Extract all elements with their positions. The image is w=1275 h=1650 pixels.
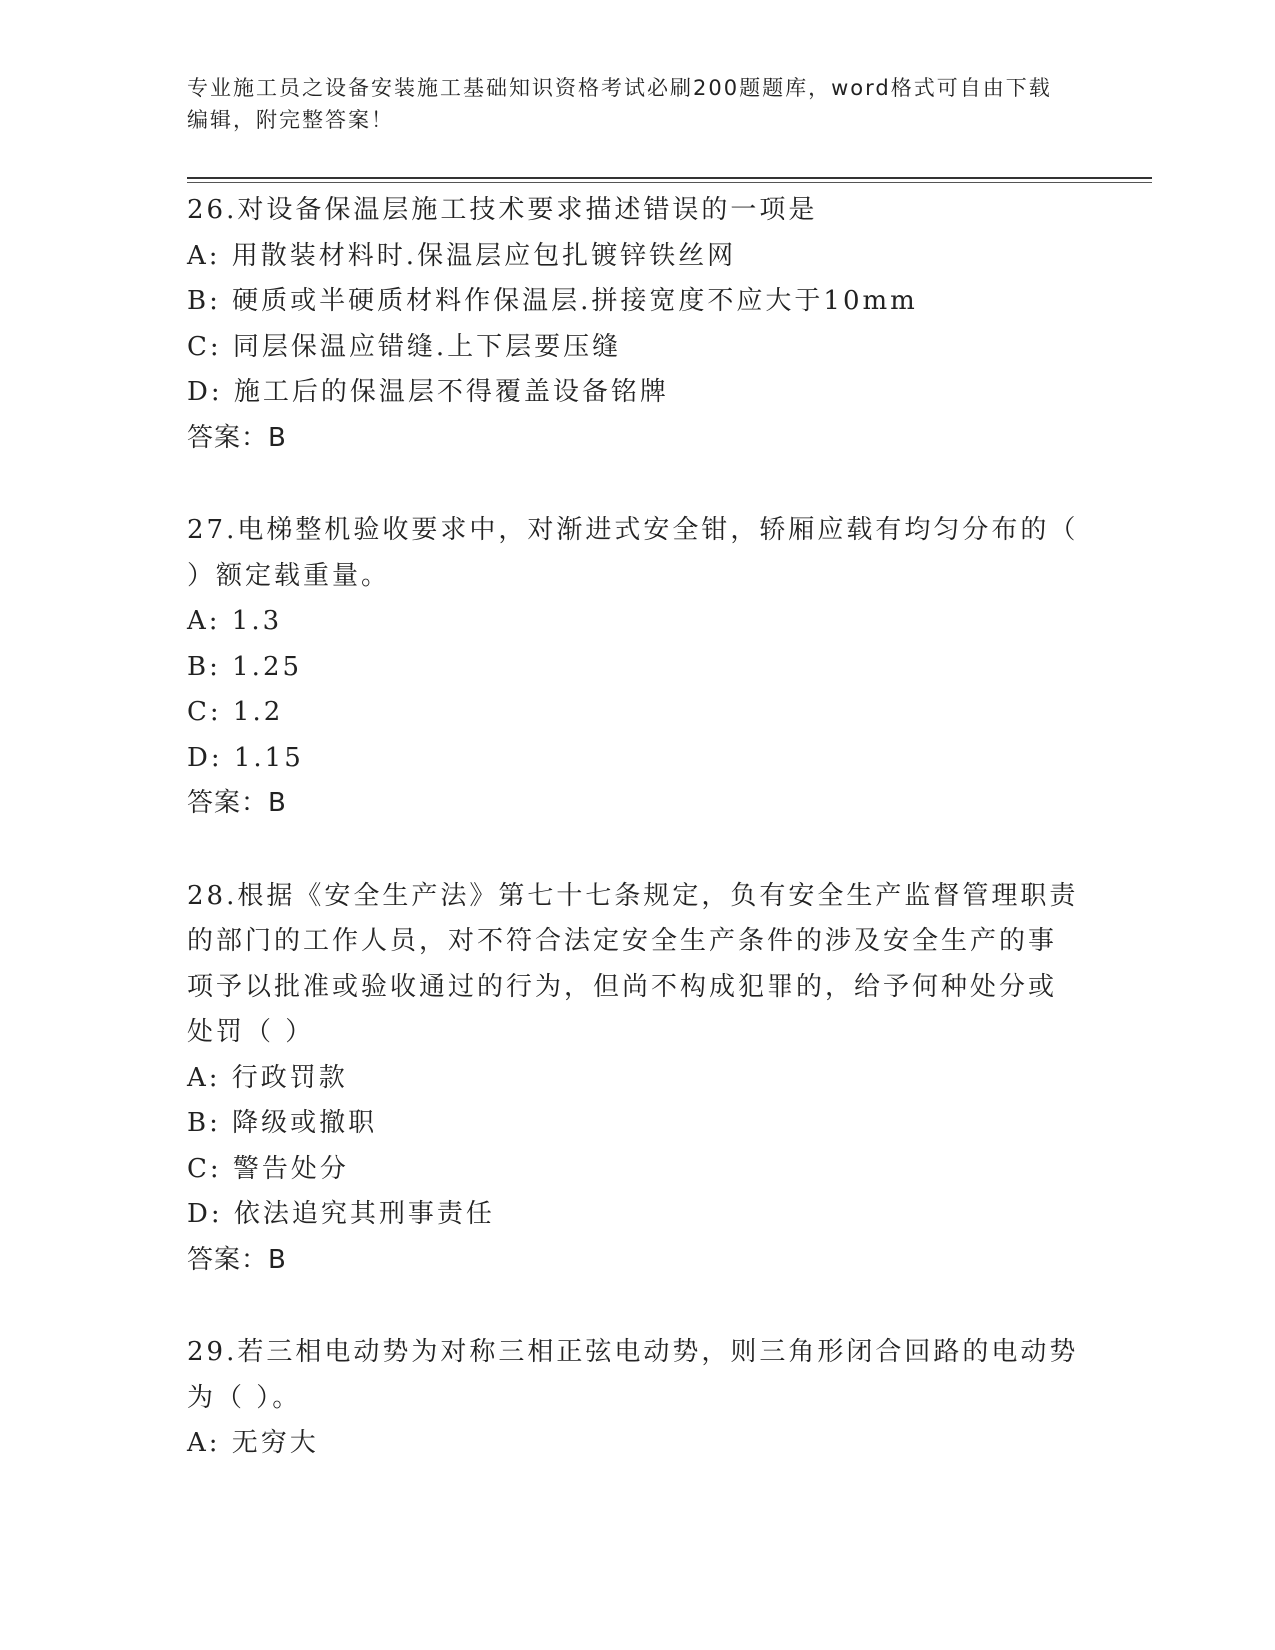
option-d: D: 依法追究其刑事责任 — [187, 1199, 495, 1229]
question-stem-continued: 为（ ）。 — [187, 1382, 302, 1413]
option-a: A: 行政罚款 — [187, 1062, 348, 1093]
question-stem-continued: 的部门的工作人员，对不符合法定安全生产条件的涉及安全生产的事 — [187, 926, 1058, 956]
question-stem-continued: ）额定载重量。 — [187, 560, 391, 591]
question-stem-continued: 处罚（ ） — [187, 1017, 315, 1047]
answer-line: 答案：B — [187, 788, 287, 818]
option-c: C: 警告处分 — [187, 1153, 349, 1184]
header-divider-thick — [187, 177, 1152, 179]
option-d: D: 1.15 — [187, 742, 304, 773]
document-header: 专业施工员之设备安装施工基础知识资格考试必刷200题题库，word格式可自由下载编辑，附完整答案！ — [187, 76, 1052, 132]
question-26 — [187, 188, 1087, 461]
option-a: A: 1.3 — [187, 606, 283, 636]
option-c: C: 同层保温应错缝.上下层要压缝 — [187, 331, 622, 362]
question-list — [187, 188, 1087, 1514]
option-b: B: 1.25 — [187, 651, 303, 682]
option-d: D: 施工后的保温层不得覆盖设备铭牌 — [187, 377, 669, 407]
question-28 — [187, 874, 1087, 1284]
question-27 — [187, 508, 1087, 827]
question-29 — [187, 1330, 1087, 1467]
option-c: C: 1.2 — [187, 697, 284, 727]
question-stem: 26.对设备保温层施工技术要求描述错误的一项是 — [187, 195, 818, 225]
option-a: A: 无穷大 — [187, 1428, 319, 1458]
header-divider-thin — [187, 182, 1152, 183]
question-stem: 28.根据《安全生产法》第七十七条规定，负有安全生产监督管理职责 — [187, 880, 1079, 911]
answer-line: 答案：B — [187, 422, 287, 453]
question-stem: 27.电梯整机验收要求中，对渐进式安全钳，轿厢应载有均匀分布的（ — [187, 515, 1079, 545]
question-stem-continued: 项予以批准或验收通过的行为，但尚不构成犯罪的，给予何种处分或 — [187, 971, 1058, 1002]
option-b: B: 硬质或半硬质材料作保温层.拼接宽度不应大于10mm — [187, 286, 918, 316]
option-b: B: 降级或撤职 — [187, 1108, 378, 1138]
question-stem: 29.若三相电动势为对称三相正弦电动势，则三角形闭合回路的电动势 — [187, 1337, 1079, 1367]
answer-line: 答案：B — [187, 1244, 287, 1275]
option-a: A: 用散装材料时.保温层应包扎镀锌铁丝网 — [187, 240, 737, 271]
